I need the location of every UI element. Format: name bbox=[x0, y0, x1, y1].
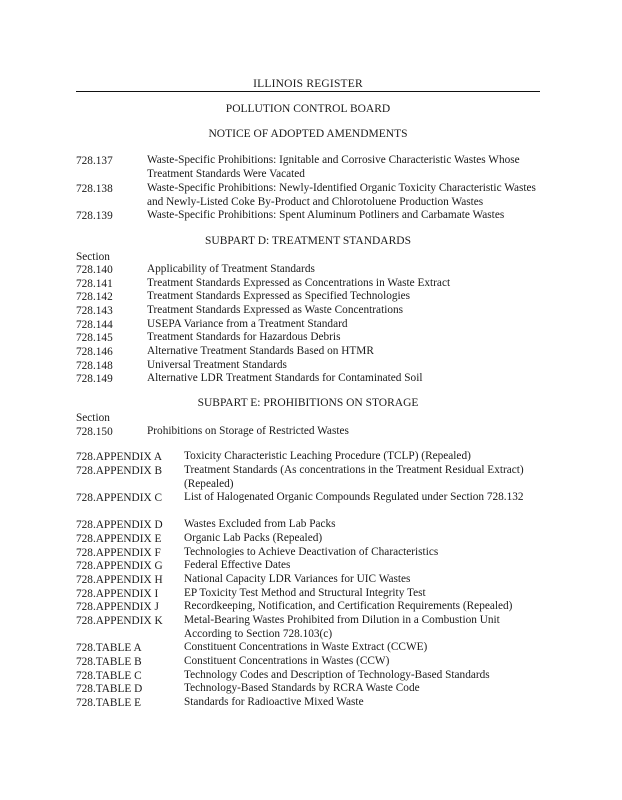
table-number: 728.TABLE A bbox=[76, 642, 142, 654]
appendix-description: National Capacity LDR Variances for UIC Wastes bbox=[184, 573, 411, 585]
appendix-number: 728.APPENDIX G bbox=[76, 560, 163, 572]
section-description: Waste-Specific Prohibitions: Ignitable and Corrosive Characteristic Wastes Whose Treatment Standards Were Vacated bbox=[147, 154, 520, 180]
section-number: 728.149 bbox=[76, 373, 113, 385]
appendix-description: Metal-Bearing Wastes Prohibited from Dilution in a Combustion Unit According to Section 728.103(c) bbox=[184, 614, 500, 640]
register-title: ILLINOIS REGISTER bbox=[76, 78, 540, 92]
section-description: Alternative Treatment Standards Based on HTMR bbox=[147, 345, 374, 357]
section-description: Alternative LDR Treatment Standards for Contaminated Soil bbox=[147, 372, 423, 384]
section-number: 728.140 bbox=[76, 264, 113, 276]
section-description: Treatment Standards Expressed as Concentrations in Waste Extract bbox=[147, 277, 451, 289]
section-number: 728.141 bbox=[76, 278, 113, 290]
section-number: 728.144 bbox=[76, 319, 113, 331]
table-number: 728.TABLE E bbox=[76, 697, 141, 709]
section-number: 728.145 bbox=[76, 332, 113, 344]
appendix-number: 728.APPENDIX H bbox=[76, 574, 163, 586]
appendix-number: 728.APPENDIX K bbox=[76, 615, 163, 627]
table-description: Constituent Concentrations in Wastes (CCW) bbox=[184, 655, 390, 667]
section-description: Treatment Standards for Hazardous Debris bbox=[147, 331, 341, 343]
section-description: Treatment Standards Expressed as Waste Concentrations bbox=[147, 304, 404, 316]
section-description: Universal Treatment Standards bbox=[147, 359, 287, 371]
section-description: Prohibitions on Storage of Restricted Wastes bbox=[147, 425, 349, 437]
table-number: 728.TABLE B bbox=[76, 656, 142, 668]
section-description: Applicability of Treatment Standards bbox=[147, 263, 315, 275]
section-number: 728.138 bbox=[76, 183, 113, 195]
board-name: POLLUTION CONTROL BOARD bbox=[225, 103, 391, 115]
subpart-e-title: SUBPART E: PROHIBITIONS ON STORAGE bbox=[197, 397, 419, 409]
section-description: USEPA Variance from a Treatment Standard bbox=[147, 318, 348, 330]
appendix-number: 728.APPENDIX J bbox=[76, 601, 159, 613]
appendix-description: Toxicity Characteristic Leaching Procedure (TCLP) (Repealed) bbox=[184, 450, 471, 462]
section-number: 728.137 bbox=[76, 155, 113, 167]
section-label: Section bbox=[76, 251, 110, 263]
appendix-description: List of Halogenated Organic Compounds Regulated under Section 728.132 bbox=[184, 491, 524, 503]
appendix-description: EP Toxicity Test Method and Structural Integrity Test bbox=[184, 587, 426, 599]
section-number: 728.143 bbox=[76, 305, 113, 317]
appendix-number: 728.APPENDIX C bbox=[76, 492, 162, 504]
table-description: Technology-Based Standards by RCRA Waste Code bbox=[184, 682, 420, 694]
appendix-number: 728.APPENDIX A bbox=[76, 451, 162, 463]
section-number: 728.146 bbox=[76, 346, 113, 358]
table-number: 728.TABLE C bbox=[76, 670, 142, 682]
appendix-description: Technologies to Achieve Deactivation of Characteristics bbox=[184, 546, 439, 558]
appendix-description: Recordkeeping, Notification, and Certification Requirements (Repealed) bbox=[184, 600, 513, 612]
section-number: 728.148 bbox=[76, 360, 113, 372]
subpart-d-title: SUBPART D: TREATMENT STANDARDS bbox=[205, 235, 411, 247]
table-number: 728.TABLE D bbox=[76, 683, 143, 695]
notice-title: NOTICE OF ADOPTED AMENDMENTS bbox=[208, 128, 408, 140]
appendix-number: 728.APPENDIX I bbox=[76, 588, 159, 600]
appendix-number: 728.APPENDIX E bbox=[76, 533, 162, 545]
appendix-description: Treatment Standards (As concentrations in the Treatment Residual Extract) (Repealed) bbox=[184, 464, 524, 490]
table-description: Technology Codes and Description of Technology-Based Standards bbox=[184, 669, 490, 681]
section-number: 728.142 bbox=[76, 291, 113, 303]
section-label: Section bbox=[76, 412, 110, 424]
table-description: Standards for Radioactive Mixed Waste bbox=[184, 696, 364, 708]
appendix-description: Wastes Excluded from Lab Packs bbox=[184, 518, 336, 530]
appendix-description: Organic Lab Packs (Repealed) bbox=[184, 532, 323, 544]
appendix-number: 728.APPENDIX D bbox=[76, 519, 163, 531]
table-description: Constituent Concentrations in Waste Extract (CCWE) bbox=[184, 641, 428, 653]
section-number: 728.150 bbox=[76, 426, 113, 438]
section-description: Waste-Specific Prohibitions: Spent Aluminum Potliners and Carbamate Wastes bbox=[147, 209, 505, 221]
section-number: 728.139 bbox=[76, 210, 113, 222]
appendix-number: 728.APPENDIX F bbox=[76, 547, 161, 559]
appendix-number: 728.APPENDIX B bbox=[76, 465, 162, 477]
section-description: Treatment Standards Expressed as Specified Technologies bbox=[147, 290, 411, 302]
appendix-description: Federal Effective Dates bbox=[184, 559, 291, 571]
section-description: Waste-Specific Prohibitions: Newly-Identified Organic Toxicity Characteristic Wastes and Newly-Listed Coke By-Product and Chlorotoluene Production Wastes bbox=[147, 182, 536, 208]
